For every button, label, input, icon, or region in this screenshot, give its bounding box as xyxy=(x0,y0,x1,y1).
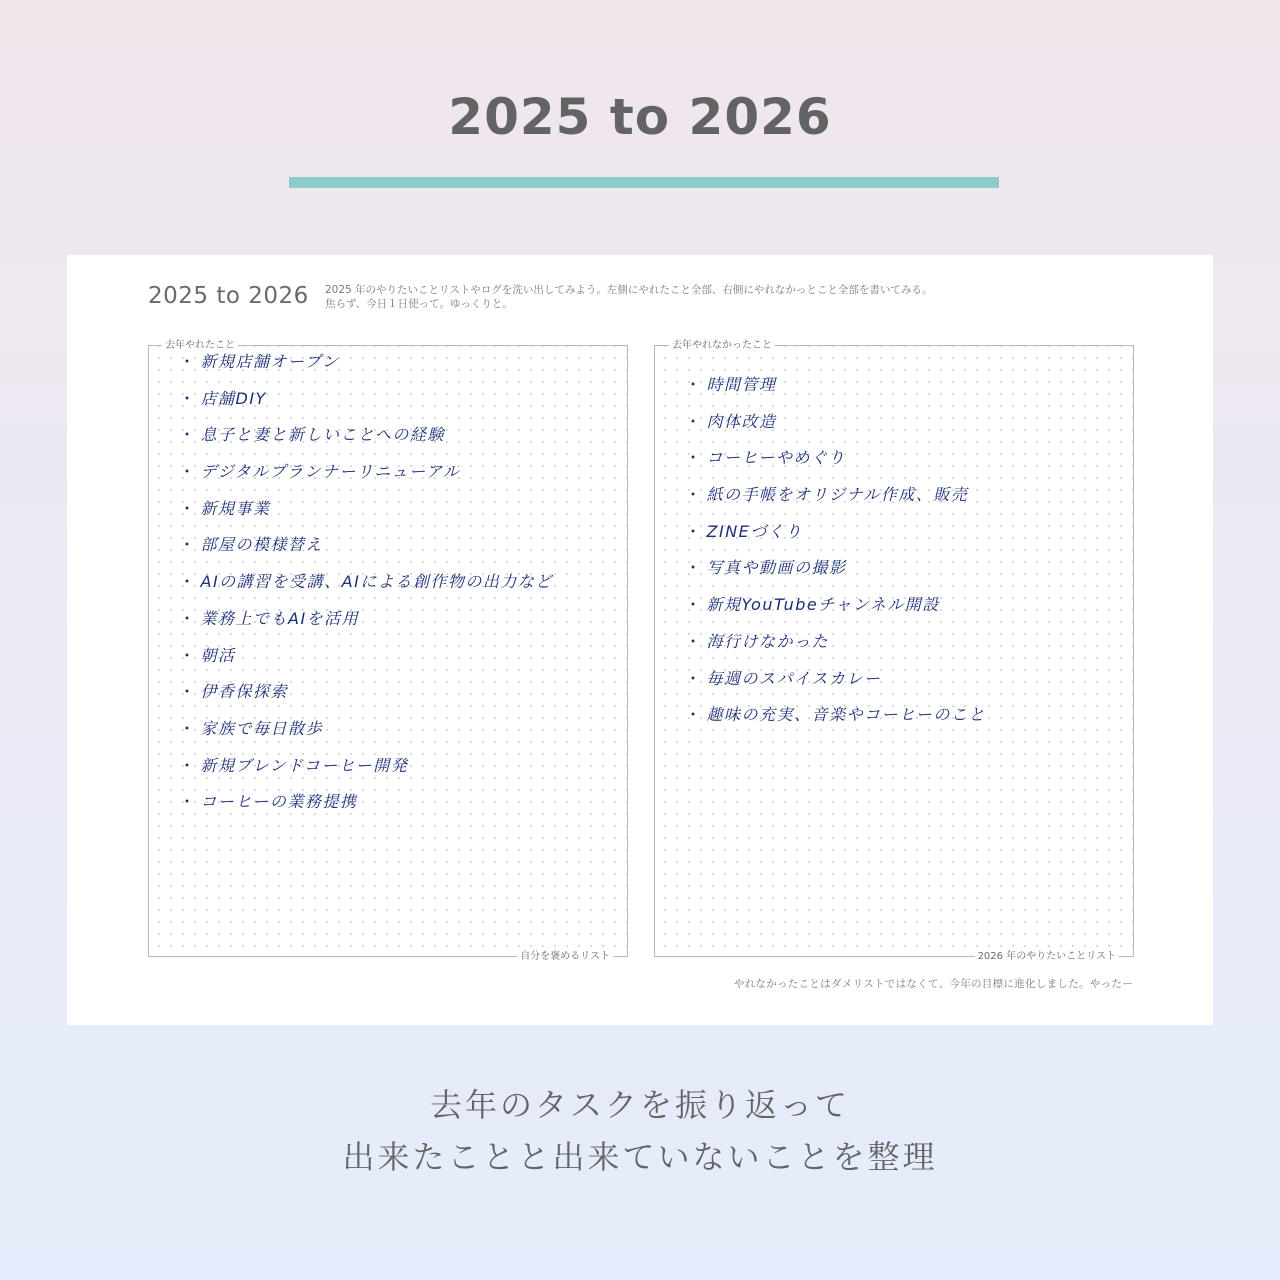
list-item-text: 新規ブレンドコーヒー開発 xyxy=(200,755,409,775)
bullet-mark: ・ xyxy=(179,498,197,518)
list-item xyxy=(685,557,986,594)
done-list xyxy=(179,351,553,828)
bullet-mark: ・ xyxy=(685,521,703,541)
list-item xyxy=(685,521,986,558)
list-item-text: 肉体改造 xyxy=(706,411,777,431)
list-item-text: 新規事業 xyxy=(200,498,271,518)
bullet-mark: ・ xyxy=(685,705,703,725)
list-item-text: デジタルプランナーリニューアル xyxy=(200,462,461,482)
list-item xyxy=(179,681,553,718)
bullet-mark: ・ xyxy=(685,595,703,615)
list-item xyxy=(179,571,553,608)
sheet-description-line: 焦らず、今日１日使って。ゆっくりと。 xyxy=(325,298,513,310)
list-item-text: 家族で毎日散歩 xyxy=(200,718,324,738)
bullet-mark: ・ xyxy=(179,645,197,665)
list-item-text: コーヒーの業務提携 xyxy=(200,792,358,812)
list-item-text: 写真や動画の撮影 xyxy=(706,558,847,578)
sheet-description xyxy=(325,283,1145,311)
bullet-mark: ・ xyxy=(179,682,197,702)
list-item xyxy=(179,351,553,388)
bullet-mark: ・ xyxy=(179,462,197,482)
bullet-mark: ・ xyxy=(685,485,703,505)
list-item xyxy=(179,645,553,682)
list-item-text: 趣味の充実、音楽やコーヒーのこと xyxy=(706,705,986,725)
bullet-mark: ・ xyxy=(179,352,197,371)
list-item-text: 新規YouTubeチャンネル開設 xyxy=(706,595,940,615)
list-item xyxy=(685,704,986,741)
list-item-text: 朝活 xyxy=(200,645,236,665)
list-item-text: 息子と妻と新しいことへの経験 xyxy=(200,425,445,445)
list-item xyxy=(179,498,553,535)
list-item xyxy=(179,608,553,645)
done-list-footer: 自分を褒めるリスト xyxy=(517,950,613,963)
list-item xyxy=(685,447,986,484)
list-item xyxy=(179,755,553,792)
list-item-text: 海行けなかった xyxy=(706,631,830,651)
bullet-mark: ・ xyxy=(179,535,197,555)
list-item xyxy=(179,791,553,828)
bullet-mark: ・ xyxy=(685,668,703,688)
bullet-mark: ・ xyxy=(685,375,703,394)
list-item xyxy=(685,374,986,411)
caption-line-2: 出来たことと出来ていないことを整理 xyxy=(342,1138,938,1176)
bullet-mark: ・ xyxy=(179,755,197,775)
list-item-text: 店舗DIY xyxy=(200,388,267,408)
bullet-mark: ・ xyxy=(179,718,197,738)
done-list-label: 去年やれたこと xyxy=(162,339,238,352)
sheet-title: 2025 to 2026 xyxy=(148,283,309,309)
bullet-mark: ・ xyxy=(685,558,703,578)
bullet-mark: ・ xyxy=(685,631,703,651)
list-item xyxy=(179,534,553,571)
not-done-list-label: 去年やれなかったこと xyxy=(669,339,775,352)
list-item xyxy=(179,424,553,461)
bullet-mark: ・ xyxy=(685,411,703,431)
list-item-text: 毎週のスパイスカレー xyxy=(706,668,882,688)
list-item-text: 時間管理 xyxy=(706,375,777,394)
bullet-mark: ・ xyxy=(179,425,197,445)
hero-underline xyxy=(289,177,999,188)
not-done-list xyxy=(685,374,986,741)
sheet-description-line: 2025 年のやりたいことリストやログを洗い出してみよう。左側にやれたこと全部、右側にやれなかっとこと全部を書いてみる。 xyxy=(325,284,933,296)
list-item xyxy=(685,594,986,631)
list-item-text: 紙の手帳をオリジナル作成、販売 xyxy=(706,485,969,505)
list-item xyxy=(685,411,986,448)
sheet-note: やれなかったことはダメリストではなくて、今年の目標に進化しました。やったー xyxy=(733,978,1133,990)
list-item-text: 伊香保探索 xyxy=(200,682,289,702)
planner-sheet xyxy=(67,255,1213,1025)
not-done-list-footer: 2026 年のやりたいことリスト xyxy=(975,950,1119,963)
not-done-list-box xyxy=(654,340,1134,962)
hero-title: 2025 to 2026 xyxy=(448,88,832,146)
list-item-text: 部屋の模様替え xyxy=(200,535,324,555)
bullet-mark: ・ xyxy=(179,388,197,408)
list-item-text: AIの講習を受講、AIによる創作物の出力など xyxy=(200,572,553,592)
done-list-box xyxy=(148,340,628,962)
list-item-text: ZINEづくり xyxy=(706,521,803,541)
bullet-mark: ・ xyxy=(179,608,197,628)
bullet-mark: ・ xyxy=(179,792,197,812)
list-item xyxy=(685,631,986,668)
list-item xyxy=(179,461,553,498)
list-item xyxy=(179,388,553,425)
list-item-text: コーヒーやめぐり xyxy=(706,448,846,468)
list-item xyxy=(179,718,553,755)
list-item-text: 業務上でもAIを活用 xyxy=(200,608,360,628)
bullet-mark: ・ xyxy=(179,572,197,592)
list-item-text: 新規店舗オープン xyxy=(200,352,340,371)
bullet-mark: ・ xyxy=(685,448,703,468)
list-item xyxy=(685,668,986,705)
list-item xyxy=(685,484,986,521)
caption-line-1: 去年のタスクを振り返って xyxy=(429,1086,850,1124)
